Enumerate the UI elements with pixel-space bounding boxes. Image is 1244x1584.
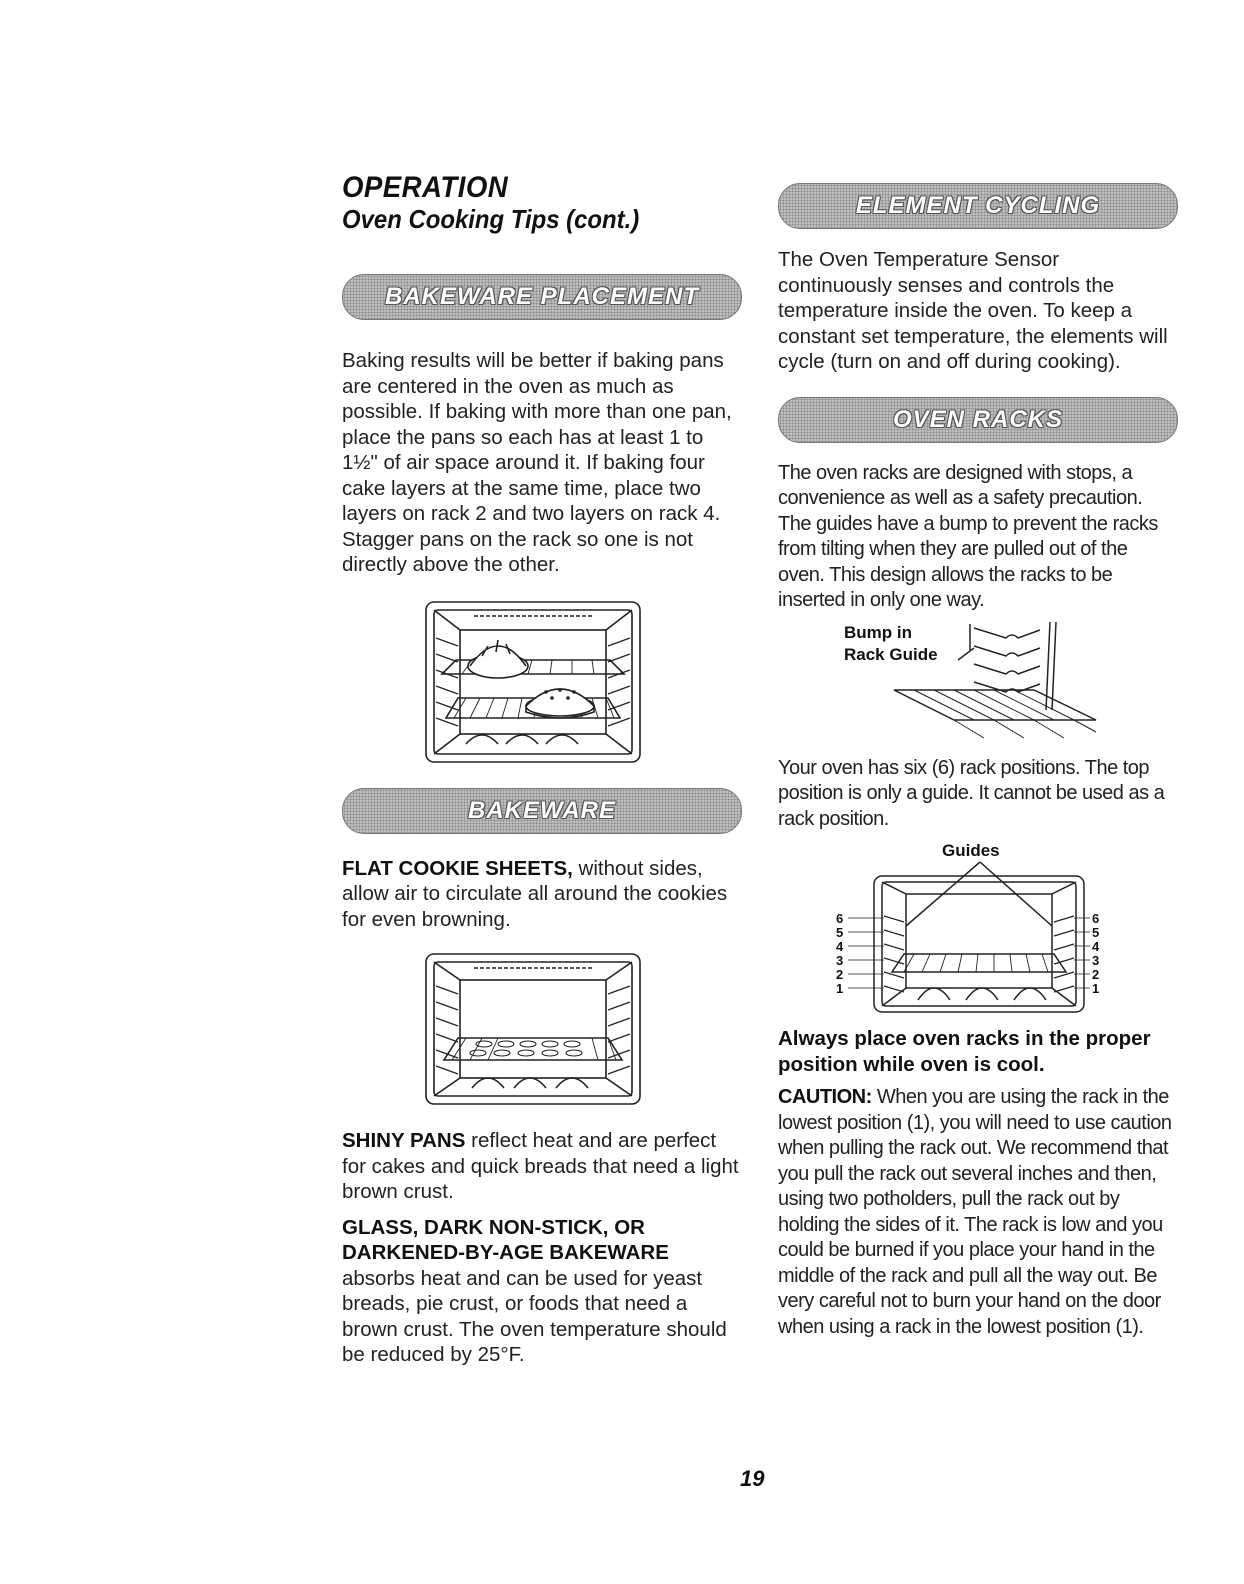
oven-cookie-sheet-illustration xyxy=(422,950,644,1108)
bakeware-placement-banner xyxy=(342,274,742,320)
bakeware-placement-banner-label: BAKEWARE PLACEMENT xyxy=(384,283,699,310)
rack-numbers-left xyxy=(836,911,844,996)
rack-number-left-4: 4 xyxy=(836,939,844,954)
rack-positions-illustration xyxy=(834,836,1104,1014)
rack-number-right-1: 1 xyxy=(1092,981,1100,996)
rack-number-right-5: 5 xyxy=(1092,925,1100,940)
shiny-pans-lead: SHINY PANS xyxy=(342,1129,466,1152)
bump-label-line1: Bump in xyxy=(844,622,912,642)
element-cycling-banner xyxy=(778,183,1178,229)
oven-racks-banner xyxy=(778,397,1178,443)
oven-racks-text: The oven racks are designed with stops, a convenience as well as a safety precaution. The guides have a bump to prevent the racks from tilting when they are pulled out of the oven. This design allows the racks to be inserted in only one way. xyxy=(778,461,1158,611)
rack-positions-text: Your oven has six (6) rack positions. The top position is only a guide. It cannot be used as a rack position. xyxy=(778,756,1165,830)
right-column xyxy=(778,183,1178,1340)
rack-number-left-2: 2 xyxy=(836,967,844,982)
bakeware-placement-text: Baking results will be better if baking pans are centered in the oven as much as possible. If baking with more than one pan, place the pans so each has at least 1 to 1½" of air space around it. If baking four cake layers at the same time, place two layers on rack 2 and two layers on rack 4. Stagger pans on the rack so one is not directly above the other. xyxy=(342,349,732,576)
always-place-racks-text: Always place oven racks in the proper position while oven is cool. xyxy=(778,1027,1151,1076)
bakeware-banner xyxy=(342,788,742,834)
caution-text xyxy=(778,1085,1178,1340)
bump-label-line2: Rack Guide xyxy=(844,644,938,664)
rack-number-left-6: 6 xyxy=(836,911,844,926)
page-subtitle: Oven Cooking Tips (cont.) xyxy=(342,204,640,234)
flat-cookie-sheets-text xyxy=(342,856,742,933)
rack-number-left-3: 3 xyxy=(836,953,844,968)
guides-label: Guides xyxy=(942,841,1000,860)
rack-numbers-right xyxy=(1092,911,1100,996)
page-title: OPERATION xyxy=(342,171,509,204)
flat-cookie-sheets-body: without sides, allow air to circulate all around the cookies for even browning. xyxy=(342,856,728,931)
rack-guide-bump-illustration xyxy=(834,620,1104,742)
bakeware-banner-label: BAKEWARE xyxy=(467,796,616,824)
left-column xyxy=(342,172,742,1368)
oven-pans-illustration xyxy=(422,598,644,766)
rack-number-left-5: 5 xyxy=(836,925,844,940)
caution-body: When you are using the rack in the lowest position (1), you will need to use caution when pulling the rack out. We recommend that you pull the rack out several inches and then, using two potholders, pull the rack out by holding the sides of it. The rack is low and you could be burned if you place your hand in the middle of the rack and pull all the way out. Be very careful not to burn your hand on the door when using a rack in the lowest position (1). xyxy=(778,1086,1172,1338)
rack-number-right-6: 6 xyxy=(1092,911,1100,926)
flat-cookie-sheets-lead: FLAT COOKIE SHEETS, xyxy=(342,856,573,880)
shiny-pans-text xyxy=(342,1128,742,1205)
rack-number-right-2: 2 xyxy=(1092,967,1100,982)
rack-number-right-3: 3 xyxy=(1092,953,1100,968)
element-cycling-text: The Oven Temperature Sensor continuously senses and controls the temperature inside the oven. To keep a constant set temperature, the elements will cycle (turn on and off during cooking). xyxy=(778,248,1168,373)
rack-number-left-1: 1 xyxy=(836,981,844,996)
glass-bakeware-lead: GLASS, DARK NON-STICK, OR DARKENED-BY-AGE BAKEWARE xyxy=(342,1215,669,1264)
caution-lead: CAUTION: xyxy=(778,1086,872,1108)
rack-number-right-4: 4 xyxy=(1092,939,1100,954)
glass-bakeware-text: absorbs heat and can be used for yeast breads, pie crust, or foods that need a brown crust. The oven temperature should be reduced by 25°F. xyxy=(342,1266,727,1366)
shiny-pans-body: reflect heat and are perfect for cakes and quick breads that need a light brown crust. xyxy=(342,1129,739,1203)
element-cycling-banner-label: ELEMENT CYCLING xyxy=(855,192,1101,219)
page-number: 19 xyxy=(740,1466,765,1491)
oven-racks-banner-label: OVEN RACKS xyxy=(892,405,1064,433)
